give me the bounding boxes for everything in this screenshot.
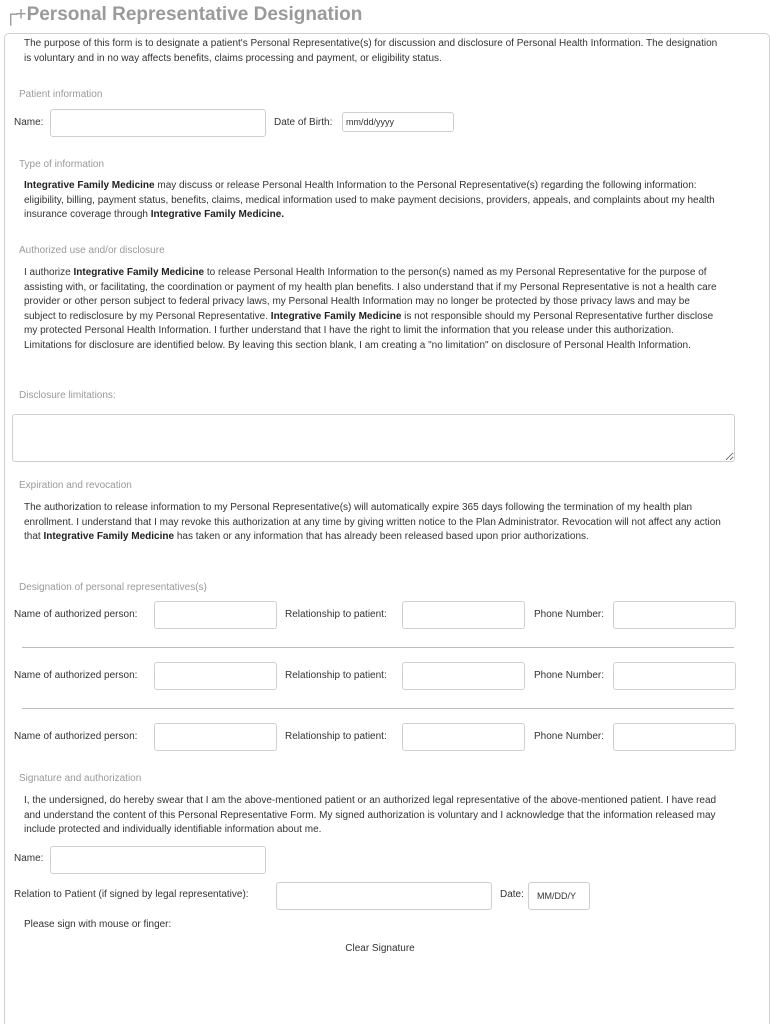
section-signature: Signature and authorization	[19, 773, 142, 784]
rep-phone-label: Phone Number:	[534, 670, 605, 681]
authorized-body-c: is not responsible should my Personal Representative further disclose my protected Personal Health Information. I further understand that I have the right to limit the information that you release under this authorization. Limitations for disclosure are identified below. By leaving this section blank, I am creating a "no limitation" on disclosure of Personal Health Information.	[24, 310, 714, 351]
authorized-body-b: to release Personal Health Information to the person(s) named as my Personal Representative for the purpose of assisting with, or facilitating, the coordination or payment of my health plan benefits. I also understand that if my Personal Representative is not a health care provider or other person subject to federal privacy laws, my Personal Health Information may no longer be protected by those privacy laws and may be subject to redisclosure by my Personal Representative.	[24, 267, 717, 322]
authorized-body-a: I authorize	[24, 267, 74, 278]
type-info-text	[24, 179, 724, 223]
rep-phone-input[interactable]	[613, 723, 736, 751]
page-title: Personal Representative Designation	[26, 4, 363, 25]
rep-phone-input[interactable]	[613, 662, 736, 690]
section-authorized-use: Authorized use and/or disclosure	[19, 245, 165, 256]
row-divider	[22, 647, 734, 648]
rep-name-label: Name of authorized person:	[14, 670, 138, 681]
relation-label: Relation to Patient (if signed by legal representative):	[14, 889, 249, 900]
rep-name-input[interactable]	[154, 601, 277, 629]
intro-text: The purpose of this form is to designate a patient's Personal Representative(s) for discussion and disclosure of Personal Health Information. The designation is voluntary and in no way affects benefits, claims processing and payment, or eligibility status.	[24, 38, 718, 64]
rep-phone-input[interactable]	[613, 601, 736, 629]
date-input[interactable]	[528, 882, 590, 910]
section-representatives: Designation of personal representatives(s)	[19, 582, 207, 593]
signer-name-label: Name:	[14, 853, 44, 864]
section-expiration: Expiration and revocation	[19, 480, 132, 491]
rep-name-input[interactable]	[154, 662, 277, 690]
type-info-body: may discuss or release Personal Health Information to the Personal Representative(s) regarding the following information: eligibility, billing, payment status, benefits, claims, medical information used to make payment decisions, providers, appeals, and complaints about my health insurance coverage through	[24, 180, 715, 220]
dob-label: Date of Birth:	[274, 117, 333, 128]
rep-phone-label: Phone Number:	[534, 609, 605, 620]
rep-relationship-input[interactable]	[402, 662, 525, 690]
rep-relationship-label: Relationship to patient:	[285, 670, 387, 681]
signature-pad[interactable]	[14, 958, 754, 1018]
org-name: Integrative Family Medicine	[270, 310, 402, 322]
patient-name-input[interactable]	[50, 109, 266, 137]
rep-relationship-input[interactable]	[402, 601, 525, 629]
clear-signature-button[interactable]: Clear Signature	[330, 940, 430, 956]
org-name: Integrative Family Medicine	[73, 267, 205, 278]
org-name: Integrative Family Medicine	[43, 531, 175, 542]
relation-input[interactable]	[276, 882, 492, 910]
section-type-of-information: Type of information	[19, 159, 105, 170]
rep-name-label: Name of authorized person:	[14, 731, 138, 742]
row-divider	[22, 708, 734, 709]
expiration-body-a: The authorization to release information to my Personal Representative(s) will automatically expire 365 days following the termination of my health plan enrollment. I understand that I may revoke this authorization at any time by giving written notice to the Plan Administrator. Revocation will not affect any action that	[24, 502, 721, 542]
org-name: Integrative Family Medicine.	[150, 209, 285, 220]
org-name: Integrative Family Medicine	[24, 180, 155, 191]
expiration-body-b: has taken or any information that has already been released based upon prior authorizations.	[174, 531, 589, 542]
rep-relationship-label: Relationship to patient:	[285, 731, 387, 742]
title-bar	[0, 0, 770, 30]
rep-phone-label: Phone Number:	[534, 731, 605, 742]
section-patient-information: Patient information	[19, 89, 103, 100]
authorized-text	[24, 266, 724, 353]
signature-text: I, the undersigned, do hereby swear that I am the above-mentioned patient or an authorized legal representative of the above-mentioned patient. I have read and understand the content of this Personal Representative Form. My signed authorization is voluntary and I acknowledge that the information released may include protected and individually identifiable information about me.	[24, 795, 717, 835]
rep-name-input[interactable]	[154, 723, 277, 751]
rep-relationship-label: Relationship to patient:	[285, 609, 387, 620]
person-card-icon: ┌+	[4, 4, 25, 25]
signer-name-input[interactable]	[50, 846, 266, 874]
patient-name-label: Name:	[14, 117, 44, 128]
rep-name-label: Name of authorized person:	[14, 609, 138, 620]
dob-input[interactable]	[342, 112, 454, 132]
section-disclosure-limitations: Disclosure limitations:	[19, 390, 116, 401]
rep-relationship-input[interactable]	[402, 723, 525, 751]
expiration-text	[24, 501, 724, 545]
disclosure-limitations-textarea[interactable]	[12, 414, 735, 462]
sign-prompt: Please sign with mouse or finger:	[24, 919, 172, 930]
date-label: Date:	[500, 889, 524, 900]
